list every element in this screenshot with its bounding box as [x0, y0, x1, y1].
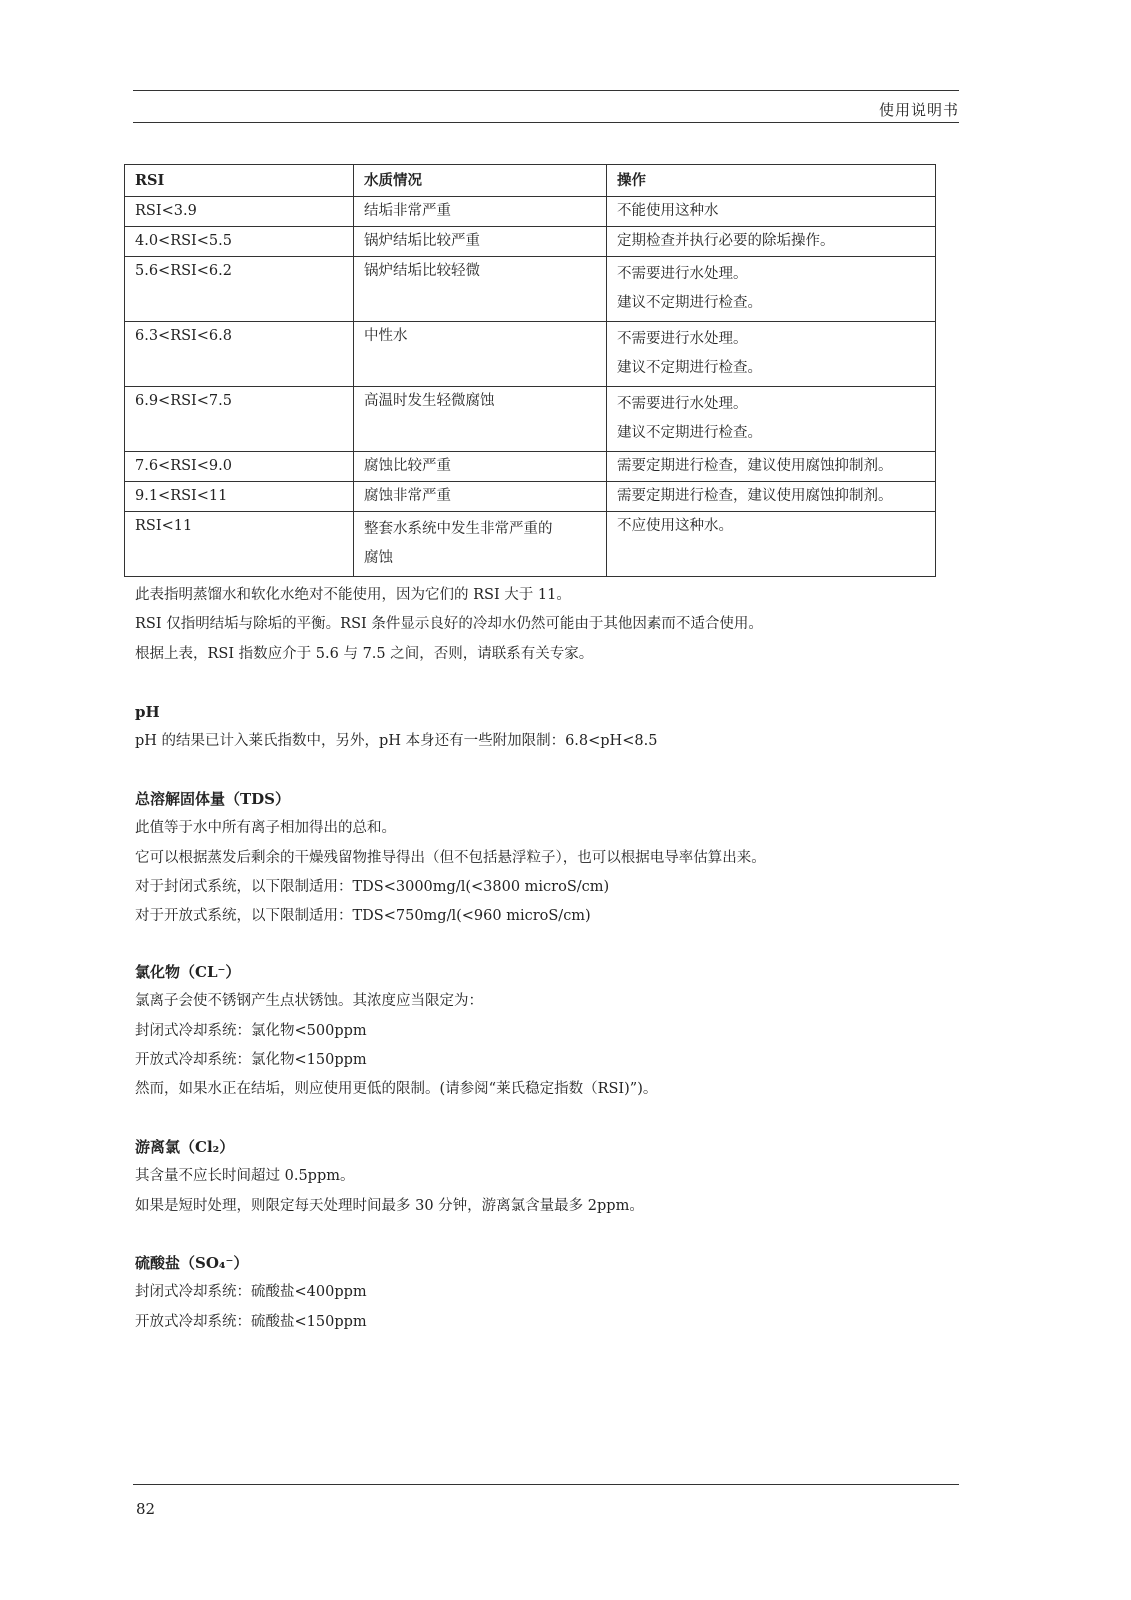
- section-line: 其含量不应长时间超过 0.5ppm。: [135, 1168, 355, 1185]
- cell-line: 锅炉结垢比较轻微: [364, 263, 480, 279]
- column-header-rsi: RSI: [125, 165, 354, 197]
- action-cell: [607, 197, 936, 227]
- table-row: [125, 387, 936, 452]
- table-notes: [135, 581, 763, 669]
- action-cell: [607, 482, 936, 512]
- rsi-range-cell: RSI<3.9: [125, 197, 354, 227]
- section-tds: [135, 785, 766, 931]
- water-condition-cell: [354, 257, 607, 322]
- action-cell: [607, 227, 936, 257]
- section-line: 对于开放式系统，以下限制适用：TDS<750mg/l(<960 microS/cm): [135, 908, 591, 925]
- water-condition-cell: [354, 197, 607, 227]
- table-row: [125, 257, 936, 322]
- action-cell: [607, 387, 936, 452]
- note-line: 此表指明蒸馏水和软化水绝对不能使用，因为它们的 RSI 大于 11。: [135, 587, 571, 603]
- water-condition-cell: [354, 387, 607, 452]
- rsi-range-cell: 6.3<RSI<6.8: [125, 322, 354, 387]
- table-row: [125, 227, 936, 257]
- table-row: [125, 512, 936, 577]
- action-cell: [607, 257, 936, 322]
- section-chloride: [135, 958, 657, 1104]
- section-line: 它可以根据蒸发后剩余的干燥残留物推导得出（但不包括悬浮粒子），也可以根据电导率估算出来。: [135, 849, 766, 866]
- cell-line: 需要定期进行检查，建议使用腐蚀抑制剂。: [617, 458, 893, 474]
- table-row: [125, 482, 936, 512]
- section-heading: 氯化物（CL⁻）: [135, 963, 241, 981]
- section-line: 封闭式冷却系统：硫酸盐<400ppm: [135, 1284, 367, 1301]
- rsi-range-cell: 5.6<RSI<6.2: [125, 257, 354, 322]
- section-line: 开放式冷却系统：氯化物<150ppm: [135, 1051, 367, 1068]
- action-cell: [607, 512, 936, 577]
- footer-rule: [133, 1484, 959, 1485]
- section-line: 氯离子会使不锈钢产生点状锈蚀。其浓度应当限定为：: [135, 993, 483, 1010]
- section-heading: 硫酸盐（SO₄⁻）: [135, 1254, 249, 1272]
- cell-line: 锅炉结垢比较严重: [364, 233, 480, 249]
- section-free-chlorine: [135, 1133, 644, 1221]
- rsi-range-cell: 7.6<RSI<9.0: [125, 452, 354, 482]
- column-header-condition: 水质情况: [354, 165, 607, 197]
- header-bottom-rule: [133, 122, 959, 123]
- cell-line: 整套水系统中发生非常严重的: [364, 521, 553, 537]
- section-line: 此值等于水中所有离子相加得出的总和。: [135, 820, 396, 837]
- section-line: 如果是短时处理，则限定每天处理时间最多 30 分钟，游离氯含量最多 2ppm。: [135, 1197, 644, 1214]
- cell-line: 建议不定期进行检查。: [617, 425, 762, 441]
- rsi-table-body: [125, 197, 936, 577]
- cell-line: 不应使用这种水。: [617, 518, 733, 534]
- header-title: 使用说明书: [878, 101, 959, 119]
- water-condition-cell: [354, 452, 607, 482]
- table-header-row: [125, 165, 936, 197]
- cell-line: 腐蚀非常严重: [364, 488, 451, 504]
- action-cell: [607, 452, 936, 482]
- action-cell: [607, 322, 936, 387]
- cell-line: 不需要进行水处理。: [617, 266, 748, 282]
- section-sulfate: [135, 1249, 367, 1337]
- section-line: 封闭式冷却系统：氯化物<500ppm: [135, 1022, 367, 1039]
- header-top-rule: [133, 90, 959, 91]
- cell-line: 腐蚀比较严重: [364, 458, 451, 474]
- table-row: [125, 197, 936, 227]
- section-heading: 总溶解固体量（TDS）: [135, 790, 291, 808]
- rsi-table: [124, 164, 936, 577]
- section-line: 然而，如果水正在结垢，则应使用更低的限制。(请参阅“莱氏稳定指数（RSI)”)。: [135, 1081, 658, 1098]
- rsi-range-cell: 4.0<RSI<5.5: [125, 227, 354, 257]
- section-heading: pH: [135, 703, 160, 721]
- section-line: 开放式冷却系统：硫酸盐<150ppm: [135, 1313, 367, 1330]
- rsi-range-cell: 6.9<RSI<7.5: [125, 387, 354, 452]
- rsi-range-cell: RSI<11: [125, 512, 354, 577]
- cell-line: 需要定期进行检查，建议使用腐蚀抑制剂。: [617, 488, 893, 504]
- water-condition-cell: [354, 512, 607, 577]
- cell-line: 建议不定期进行检查。: [617, 360, 762, 376]
- table-row: [125, 452, 936, 482]
- page-number: 82: [136, 1500, 156, 1518]
- table-row: [125, 322, 936, 387]
- water-condition-cell: [354, 322, 607, 387]
- cell-line: 中性水: [364, 328, 408, 344]
- cell-line: 结垢非常严重: [364, 203, 451, 219]
- cell-line: 不能使用这种水: [617, 203, 719, 219]
- water-condition-cell: [354, 227, 607, 257]
- column-header-action: 操作: [607, 165, 936, 197]
- cell-line: 定期检查并执行必要的除垢操作。: [617, 233, 835, 249]
- cell-line: 不需要进行水处理。: [617, 331, 748, 347]
- section-heading: 游离氯（Cl₂）: [135, 1138, 235, 1156]
- rsi-range-cell: 9.1<RSI<11: [125, 482, 354, 512]
- note-line: 根据上表，RSI 指数应介于 5.6 与 7.5 之间，否则，请联系有关专家。: [135, 645, 594, 662]
- cell-line: 高温时发生轻微腐蚀: [364, 393, 495, 409]
- section-line: pH 的结果已计入莱氏指数中，另外，pH 本身还有一些附加限制：6.8<pH<8.5: [135, 733, 658, 750]
- water-condition-cell: [354, 482, 607, 512]
- cell-line: 腐蚀: [364, 550, 393, 566]
- section-line: 对于封闭式系统，以下限制适用：TDS<3000mg/l(<3800 microS/cm): [135, 878, 610, 895]
- note-line: RSI 仅指明结垢与除垢的平衡。RSI 条件显示良好的冷却水仍然可能由于其他因素而不适合使用。: [135, 616, 763, 633]
- section-ph: [135, 698, 657, 757]
- cell-line: 建议不定期进行检查。: [617, 295, 762, 311]
- cell-line: 不需要进行水处理。: [617, 396, 748, 412]
